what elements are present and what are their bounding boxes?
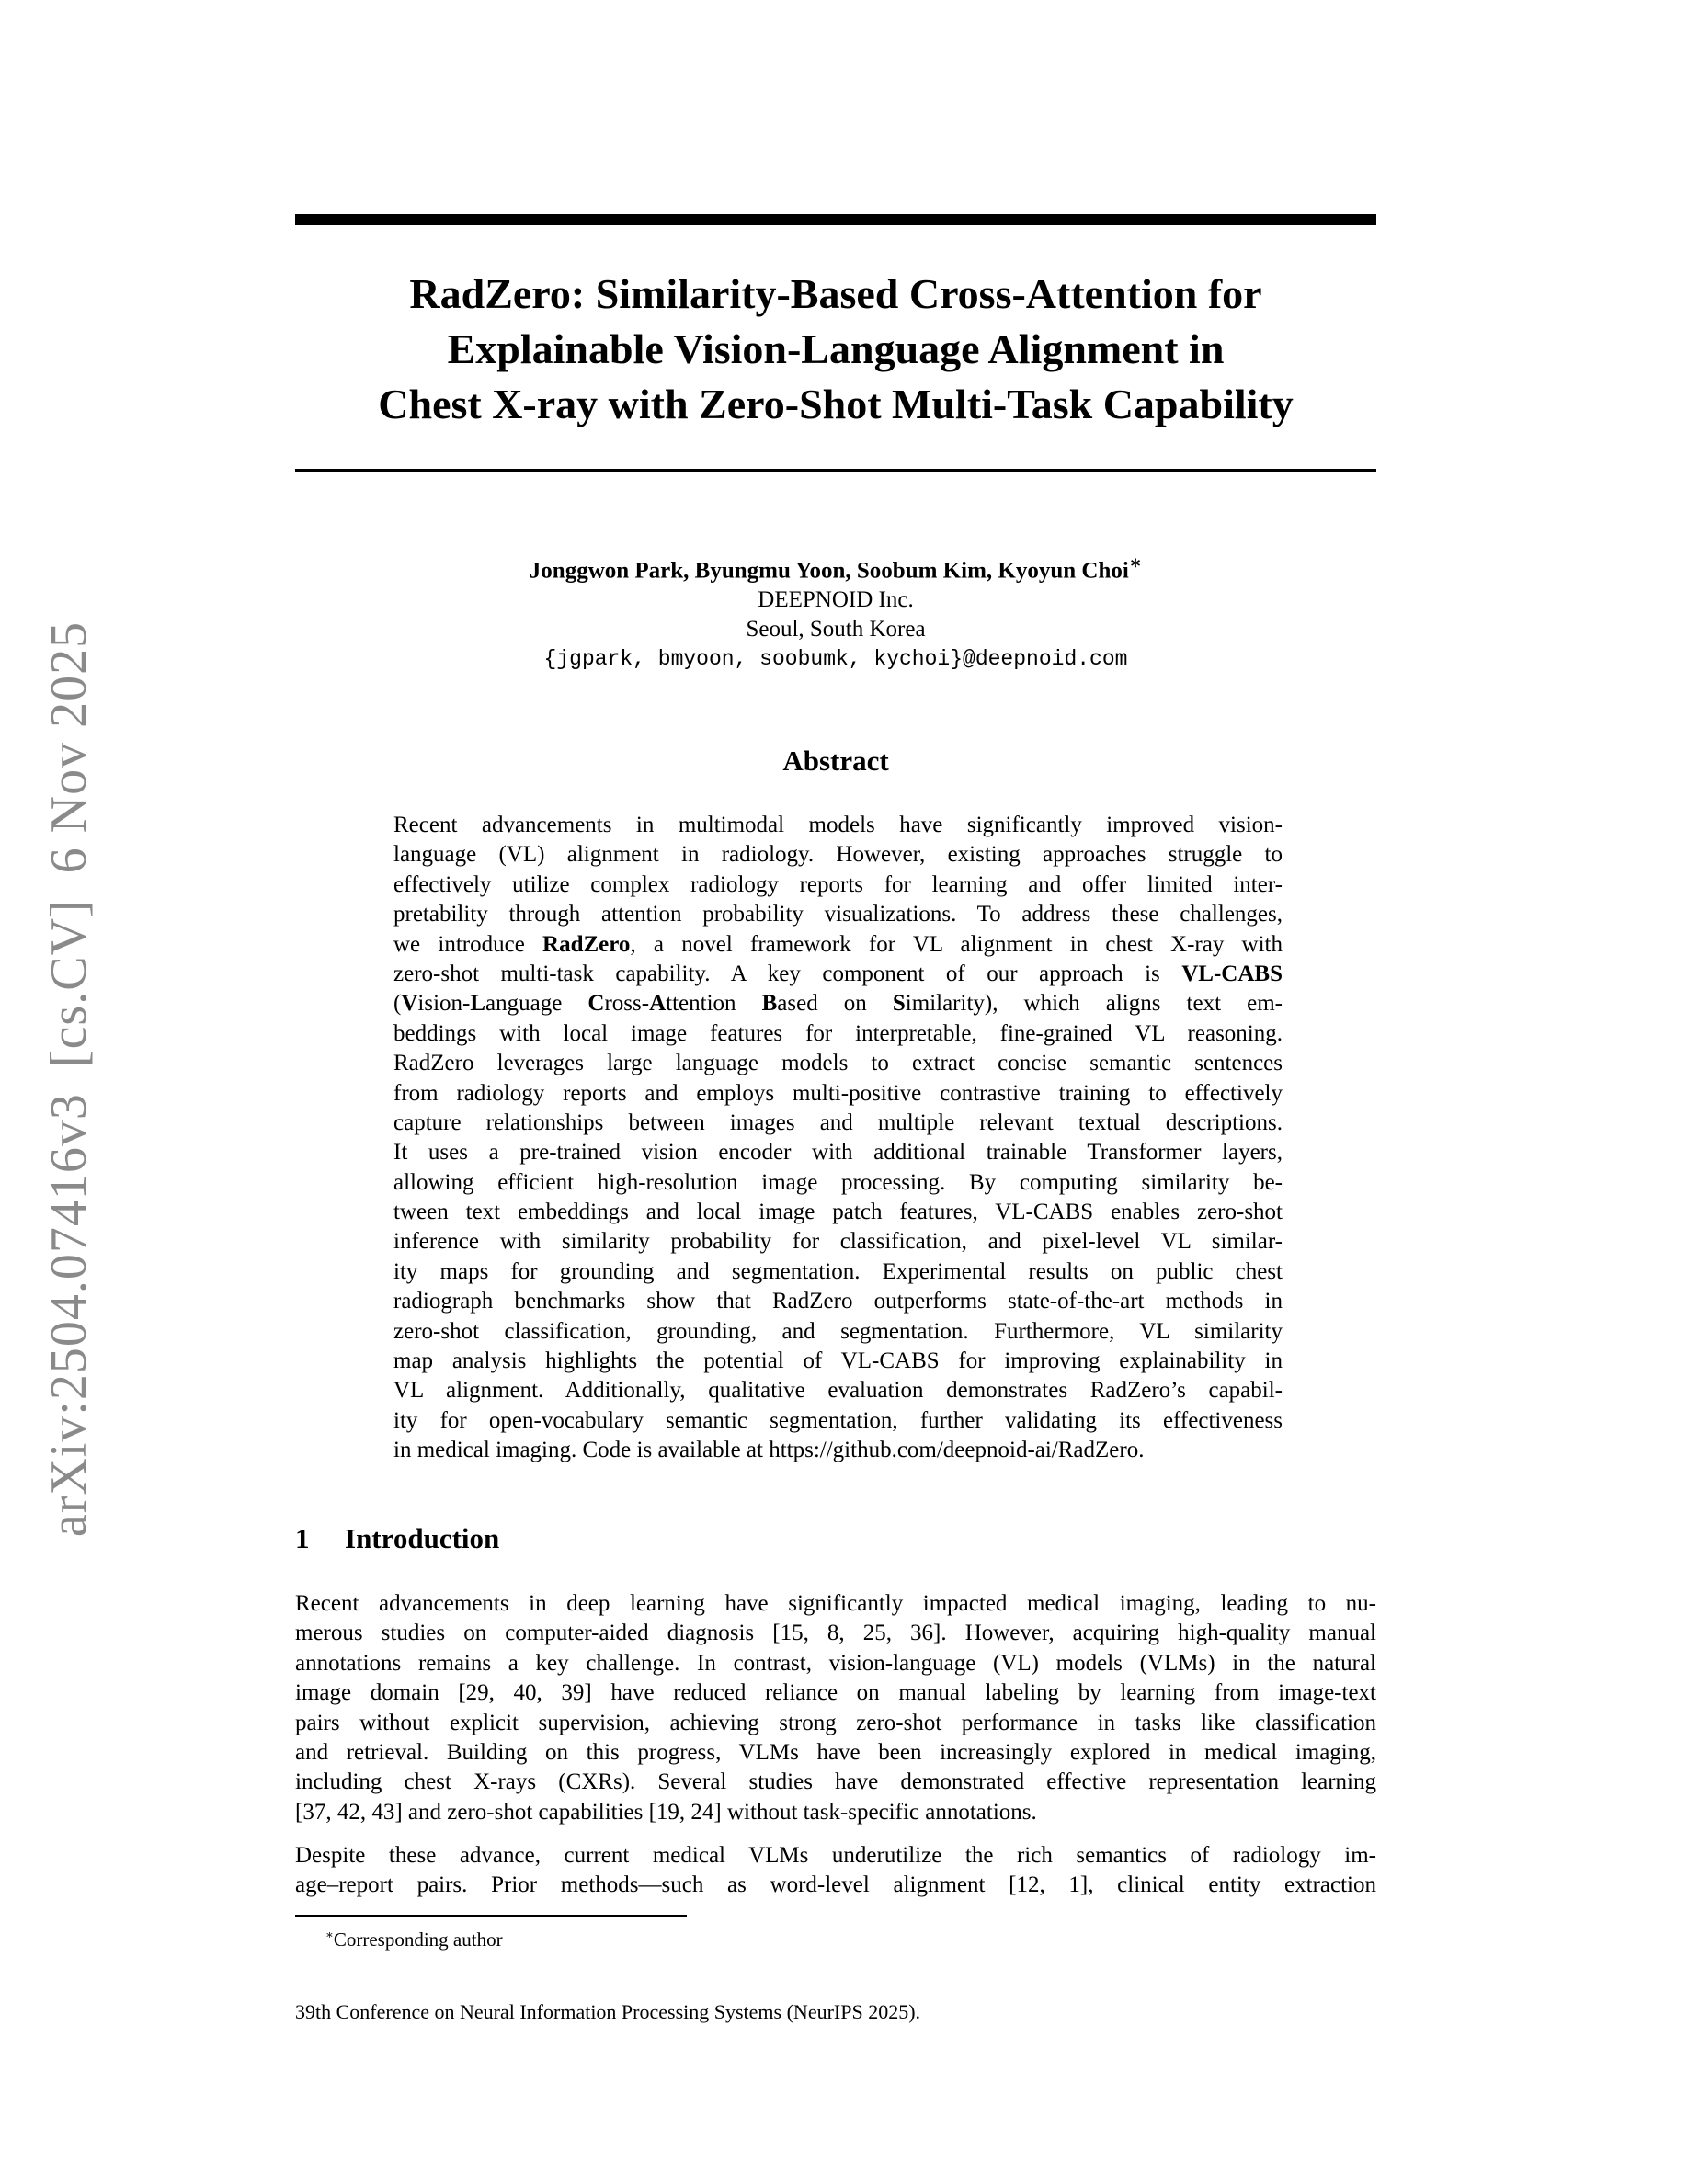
bold-term: S <box>892 991 906 1017</box>
text-span: language (VL) alignment in radiology. However, existing approaches struggle to <box>393 842 1283 868</box>
location: Seoul, South Korea <box>746 617 926 643</box>
text-span: imilarity), which aligns text em- <box>905 991 1283 1017</box>
arxiv-category: [cs.CV] <box>40 899 97 1068</box>
text-line <box>393 1347 1283 1376</box>
text-span: in medical imaging. Code is available at https://github.com/deepnoid-ai/RadZero. <box>393 1438 1145 1463</box>
footnote-mark: ∗ <box>325 1928 334 1941</box>
abstract-heading: Abstract <box>782 745 889 777</box>
bold-term: V <box>401 991 418 1017</box>
author-emails: {jgpark, bmyoon, soobumk, kychoi}@deepnoid.com <box>543 647 1128 672</box>
text-span: VL alignment. Additionally, qualitative evaluation demonstrates RadZero’s capabil- <box>393 1378 1283 1404</box>
footnote-rule <box>295 1915 687 1917</box>
text-span: radiograph benchmarks show that RadZero outperforms state-of-the-art methods in <box>393 1289 1283 1314</box>
corresponding-mark: ∗ <box>1128 552 1143 574</box>
text-span: It uses a pre-trained vision encoder with additional trainable Transformer layers, <box>393 1140 1283 1166</box>
title-line: Explainable Vision-Language Alignment in <box>447 325 1225 372</box>
text-span: image domain [29, 40, 39] have reduced reliance on manual labeling by learning from image-text <box>295 1680 1376 1706</box>
text-span: ity for open-vocabulary semantic segmentation, further validating its effectiveness <box>393 1407 1283 1433</box>
title-top-rule <box>295 214 1376 225</box>
bold-term: RadZero <box>542 931 631 957</box>
arxiv-side-label <box>40 621 98 1537</box>
text-span: ased on <box>777 991 893 1017</box>
text-line <box>393 1436 1283 1465</box>
text-span: ttention <box>666 991 762 1017</box>
text-line <box>393 900 1283 929</box>
arxiv-id: arXiv:2504.07416v3 <box>40 1093 97 1538</box>
footnote <box>325 1923 503 1951</box>
text-span: including chest X-rays (CXRs). Several studies have demonstrated effective representation learning <box>295 1769 1376 1795</box>
arxiv-date: 6 Nov 2025 <box>40 620 97 874</box>
conference-note: 39th Conference on Neural Information Processing Systems (NeurIPS 2025). <box>295 2000 921 2023</box>
text-line <box>393 1317 1283 1347</box>
text-span: [37, 42, 43] and zero-shot capabilities [19, 24] without task-specific annotations. <box>295 1799 1037 1825</box>
bold-term: C <box>587 991 605 1017</box>
text-line <box>295 1678 1376 1708</box>
text-line <box>295 1589 1376 1619</box>
text-span: zero-shot multi-task capability. A key component of our approach is <box>393 961 1182 986</box>
text-span: ( <box>393 991 402 1017</box>
section-heading-introduction <box>295 1521 499 1556</box>
text-span: anguage <box>485 991 588 1017</box>
author-names-text: Jonggwon Park, Byungmu Yoon, Soobum Kim, Kyoyun Choi <box>529 558 1129 584</box>
text-line <box>393 1257 1283 1287</box>
text-span: beddings with local image features for interpretable, fine-grained VL reasoning. <box>393 1020 1283 1046</box>
text-span: pairs without explicit supervision, achieving strong zero-shot performance in tasks like classification <box>295 1710 1376 1735</box>
title-line: RadZero: Similarity-Based Cross-Attention for <box>409 270 1262 317</box>
text-line <box>295 1619 1376 1648</box>
text-line <box>393 1138 1283 1167</box>
text-line <box>295 1841 1376 1871</box>
text-line <box>393 870 1283 900</box>
text-line <box>295 1738 1376 1768</box>
text-line <box>393 960 1283 989</box>
text-span: Despite these advance, current medical VLMs underutilize the rich semantics of radiology im- <box>295 1843 1376 1868</box>
text-span: ision- <box>417 991 471 1017</box>
author-block <box>295 548 1376 674</box>
text-line <box>393 989 1283 1018</box>
section-title: Introduction <box>345 1522 500 1554</box>
text-span: zero-shot classification, grounding, and segmentation. Furthermore, VL similarity <box>393 1318 1283 1344</box>
intro-paragraph-1 <box>295 1589 1376 1827</box>
text-line <box>295 1798 1376 1827</box>
paper-title <box>295 267 1376 432</box>
abstract-body <box>393 811 1283 1466</box>
text-line <box>295 1709 1376 1738</box>
text-line <box>393 840 1283 870</box>
text-span: map analysis highlights the potential of VL-CABS for improving explainability in <box>393 1348 1283 1374</box>
text-span: pretability through attention probability visualizations. To address these challenges, <box>393 902 1283 927</box>
text-span: inference with similarity probability for classification, and pixel-level VL similar- <box>393 1229 1283 1255</box>
text-span: we introduce <box>393 931 543 957</box>
text-span: Recent advancements in multimodal models have significantly improved vision- <box>393 813 1283 837</box>
bold-term: A <box>649 991 667 1017</box>
text-span: allowing efficient high-resolution image processing. By computing similarity be- <box>393 1169 1283 1195</box>
text-span: RadZero leverages large language models to extract concise semantic sentences <box>393 1051 1283 1076</box>
author-names <box>295 548 1376 586</box>
text-line <box>393 1198 1283 1227</box>
bold-term: VL-CABS <box>1181 961 1283 986</box>
text-line <box>393 1376 1283 1405</box>
title-bottom-rule <box>295 469 1376 472</box>
intro-paragraph-2 <box>295 1841 1376 1901</box>
section-number: 1 <box>295 1522 310 1554</box>
text-line <box>393 1227 1283 1257</box>
text-span: merous studies on computer-aided diagnosis [15, 8, 25, 36]. However, acquiring high-quality manual <box>295 1621 1376 1646</box>
affiliation: DEEPNOID Inc. <box>758 587 914 613</box>
text-line <box>393 1287 1283 1316</box>
text-line <box>295 1649 1376 1678</box>
text-line <box>393 1079 1283 1109</box>
text-line <box>393 1109 1283 1138</box>
text-line <box>393 1049 1283 1078</box>
bold-term: B <box>761 991 778 1017</box>
text-span: annotations remains a key challenge. In contrast, vision-language (VL) models (VLMs) in the natural <box>295 1650 1376 1676</box>
text-span: , a novel framework for VL alignment in chest X-ray with <box>630 931 1283 957</box>
text-span: ross- <box>604 991 650 1017</box>
bold-term: L <box>470 991 486 1017</box>
text-span: age–report pairs. Prior methods—such as word-level alignment [12, 1], clinical entity extraction <box>295 1872 1376 1898</box>
text-line <box>393 811 1283 840</box>
text-line <box>295 1768 1376 1797</box>
text-span: tween text embeddings and local image patch features, VL-CABS enables zero-shot <box>393 1200 1283 1225</box>
text-span: ity maps for grounding and segmentation. Experimental results on public chest <box>393 1258 1283 1284</box>
text-span: Recent advancements in deep learning have significantly impacted medical imaging, leading to nu- <box>295 1591 1376 1616</box>
text-line <box>295 1871 1376 1900</box>
text-span: from radiology reports and employs multi-positive contrastive training to effectively <box>393 1080 1283 1106</box>
text-span: capture relationships between images and multiple relevant textual descriptions. <box>393 1109 1283 1135</box>
text-line <box>393 930 1283 960</box>
text-span: and retrieval. Building on this progress, VLMs have been increasingly explored in medical imaging, <box>295 1739 1376 1765</box>
text-line <box>393 1406 1283 1436</box>
text-span: effectively utilize complex radiology reports for learning and offer limited inter- <box>393 871 1283 897</box>
title-line: Chest X-ray with Zero-Shot Multi-Task Capability <box>378 381 1294 427</box>
text-line <box>393 1168 1283 1198</box>
footnote-text: Corresponding author <box>333 1928 503 1951</box>
text-line <box>393 1019 1283 1049</box>
